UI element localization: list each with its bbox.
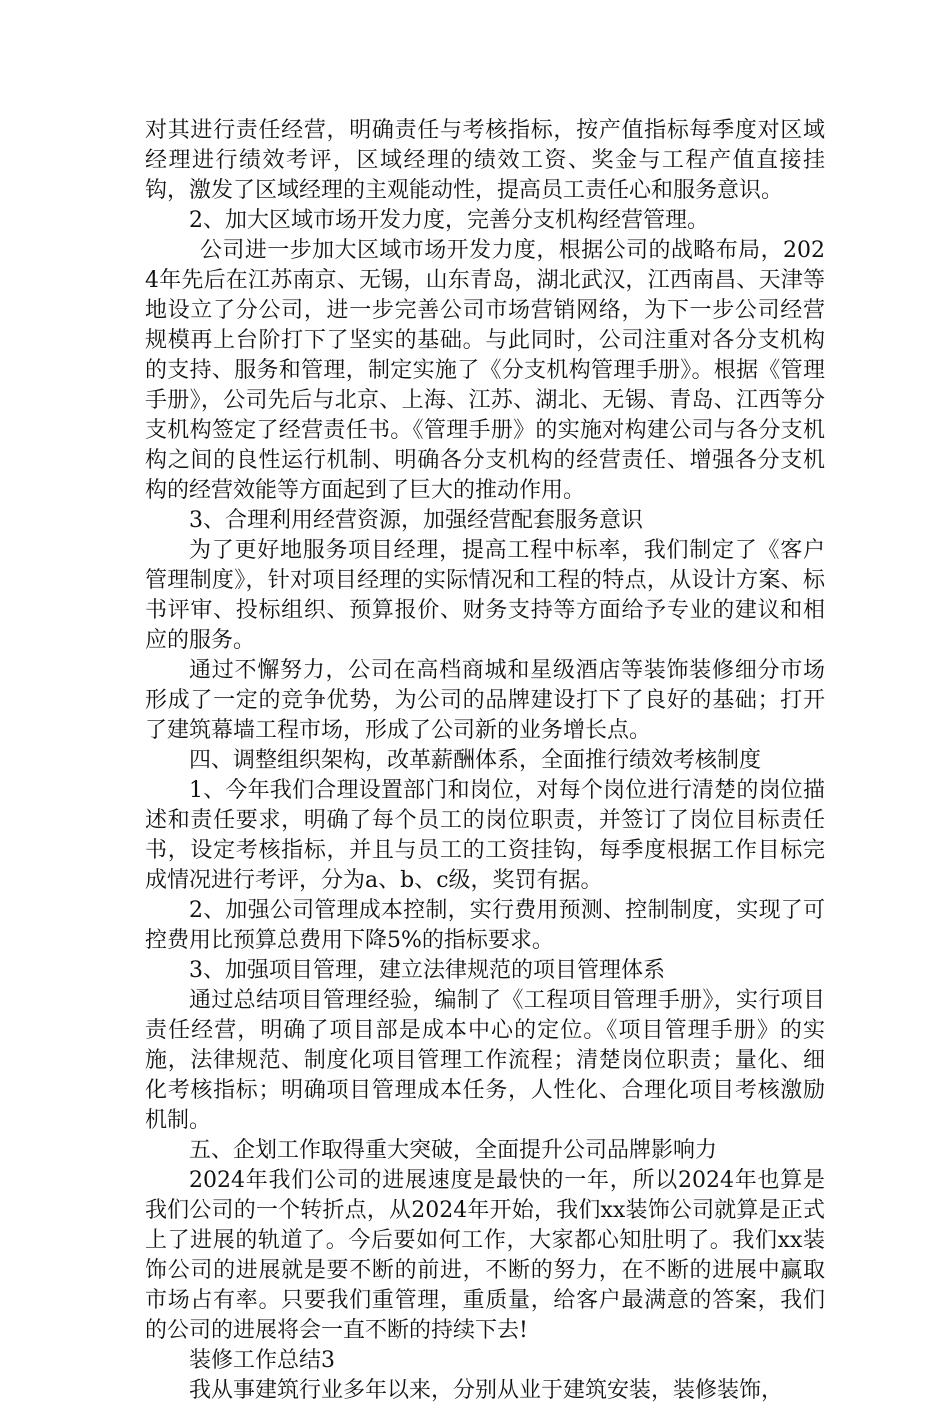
paragraph: 为了更好地服务项目经理，提高工程中标率，我们制定了《客户管理制度》，针对项目经理的实际情况和工程的特点，从设计方案、标书评审、投标组织、预算报价、财务支持等方面给予专业的建议和相应的服务。 (145, 538, 825, 653)
paragraph: 公司进一步加大区域市场开发力度，根据公司的战略布局，2024年先后在江苏南京、无锡，山东青岛，湖北武汉，江西南昌、天津等地设立了分公司，进一步完善公司市场营销网络，为下一步公司经营规模再上台阶打下了坚实的基础。与此同时，公司注重对各分支机构的支持、服务和管理，制定实施了《分支机构管理手册》。根据《管理手册》，公司先后与北京、上海、江苏、湖北、无锡、青岛、江西等分支机构签定了经营责任书。《管理手册》的实施对构建公司与各分支机构之间的良性运行机制、明确各分支机构的经营责任、增强各分支机构的经营效能等方面起到了巨大的推动作用。 (145, 238, 825, 503)
section-heading: 2、加大区域市场开发力度，完善分支机构经营管理。 (189, 208, 709, 233)
paragraph: 2024年我们公司的进展速度是最快的一年，所以2024年也算是我们公司的一个转折点，从2024年开始，我们xx装饰公司就算是正式上了进展的轨道了。今后要如何工作，大家都心知肚明了。我们xx装饰公司的进展就是要不断的前进，不断的努力，在不断的进展中赢取市场占有率。只要我们重管理，重质量，给客户最满意的答案，我们的公司的进展将会一直不断的持续下去! (145, 1168, 825, 1343)
paragraph: 通过不懈努力，公司在高档商城和星级酒店等装饰装修细分市场形成了一定的竞争优势，为公司的品牌建设打下了良好的基础；打开了建筑幕墙工程市场，形成了公司新的业务增长点。 (145, 658, 825, 743)
paragraph: 2、加强公司管理成本控制，实行费用预测、控制制度，实现了可控费用比预算总费用下降5%的指标要求。 (145, 898, 825, 953)
paragraph: 对其进行责任经营，明确责任与考核指标，按产值指标每季度对区域经理进行绩效考评，区域经理的绩效工资、奖金与工程产值直接挂钩，激发了区域经理的主观能动性，提高员工责任心和服务意识。 (145, 118, 825, 203)
section-heading: 3、加强项目管理，建立法律规范的项目管理体系 (189, 958, 665, 983)
paragraph: 1、今年我们合理设置部门和岗位，对每个岗位进行清楚的岗位描述和责任要求，明确了每个员工的岗位职责，并签订了岗位目标责任书，设定考核指标，并且与员工的工资挂钩，每季度根据工作目标完成情况进行考评，分为a、b、c级，奖罚有据。 (145, 778, 825, 893)
paragraph: 通过总结项目管理经验，编制了《工程项目管理手册》，实行项目责任经营，明确了项目部是成本中心的定位。《项目管理手册》的实施，法律规范、制度化项目管理工作流程；清楚岗位职责；量化、细化考核指标；明确项目管理成本任务，人性化、合理化项目考核激励机制。 (145, 988, 825, 1133)
section-heading: 装修工作总结3 (189, 1348, 335, 1373)
paragraph: 我从事建筑行业多年以来，分别从业于建筑安装，装修装饰， (189, 1378, 784, 1403)
section-heading: 五、企划工作取得重大突破，全面提升公司品牌影响力 (189, 1138, 718, 1163)
section-heading: 四、调整组织架构，改革薪酬体系，全面推行绩效考核制度 (189, 748, 762, 773)
document-body (145, 116, 825, 1406)
section-heading: 3、合理利用经营资源，加强经营配套服务意识 (189, 508, 643, 533)
